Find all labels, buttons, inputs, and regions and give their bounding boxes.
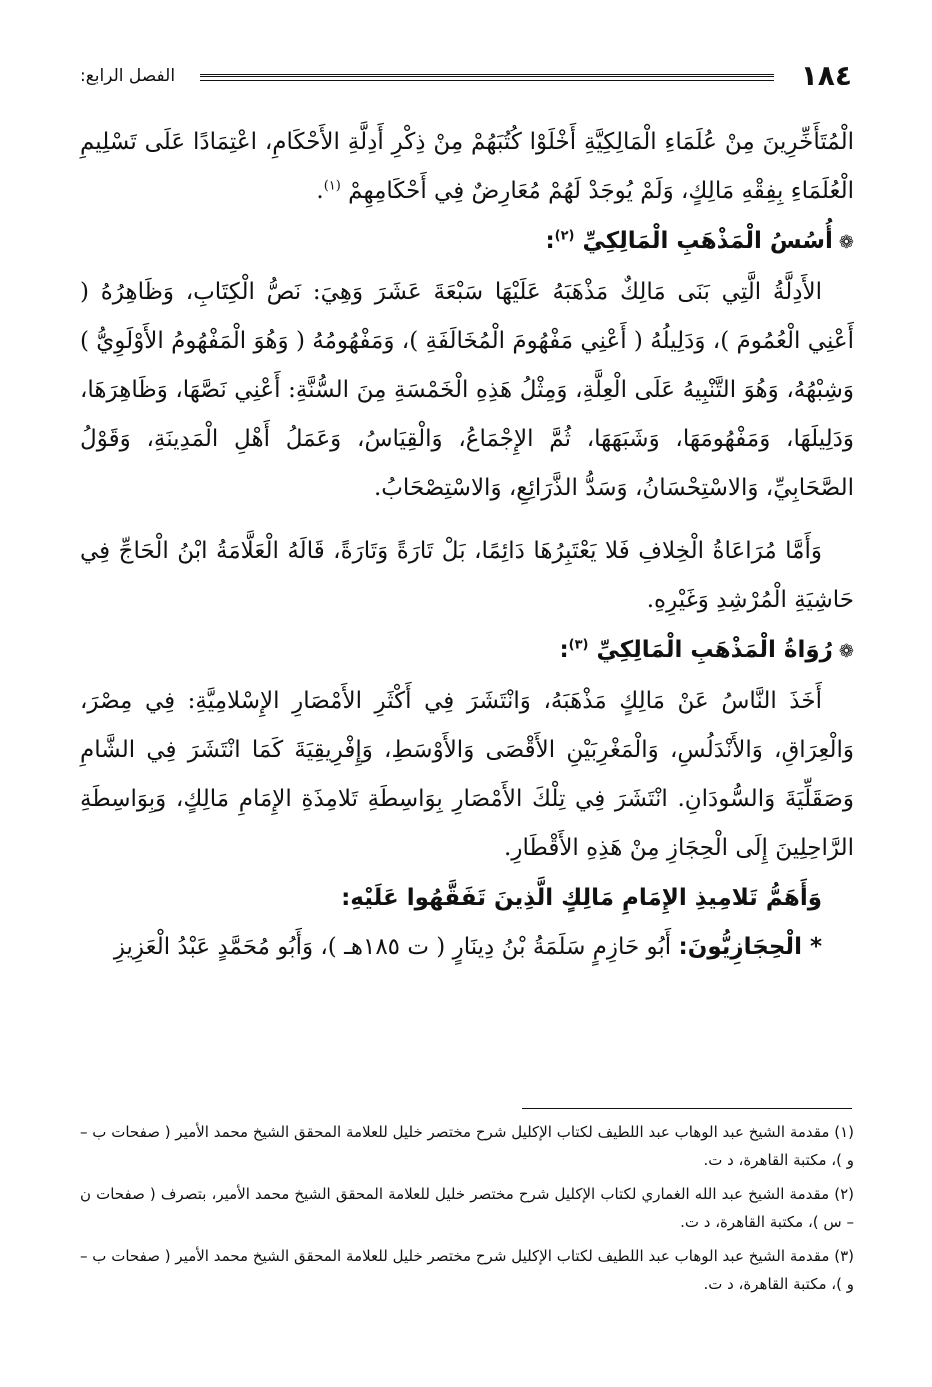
page-header [80,58,852,94]
footnote-2: (٢) مقدمة الشيخ عبد الله الغماري لكتاب الإكليل شرح مختصر خليل للعلامة المحقق الشيخ محمد الأمير، بتصرف ( صفحات ن – س )، مكتبة القاهرة، د ت. [80,1185,854,1231]
header-rule [200,74,774,81]
intro-paragraph: الْمُتَأَخِّرِينَ مِنْ عُلَمَاءِ الْمَالِكِيَّةِ أَخْلَوْا كُتُبَهُمْ مِنْ ذِكْرِ أَدِلَّةِ الأَحْكَامِ، اعْتِمَادًا عَلَى تَسْلِيمِ الْعُلَمَاءِ بِفِقْهِ مَالِكٍ، وَلَمْ يُوجَدْ لَهُمْ مُعَارِضٌ فِي أَحْكَامِهِمْ $^{(١)}$. [80,129,854,204]
main-text [80,118,854,972]
foundations-paragraph: الأَدِلَّةُ الَّتِي بَنَى مَالِكٌ مَذْهَبَهُ عَلَيْهَا سَبْعَةَ عَشَرَ وَهِيَ: نَصُّ الْكِتَابِ، وَظَاهِرُهُ ( أَعْنِي الْعُمُومَ )، وَدَلِيلُهُ ( أَعْنِي مَفْهُومَ الْمُخَالَفَةِ )، وَمَفْهُومُهُ ( وَهُوَ الْمَفْهُومُ الأَوْلَوِيُّ ) وَشِبْهُهُ، وَهُوَ التَّنْبِيهُ عَلَى الْعِلَّةِ، وَمِثْلُ هَذِهِ الْخَمْسَةِ مِنَ السُّنَّةِ: أَعْنِي نَصَّهَا، وَظَاهِرَهَا، وَدَلِيلَهَا، وَمَفْهُومَهَا، وَشَبَهَهَا، ثُمَّ الإِجْمَاعُ، وَالْقِيَاسُ، وَعَمَلُ أَهْلِ الْمَدِينَةِ، وَقَوْلُ الصَّحَابِيِّ، وَالاسْتِحْسَانُ، وَسَدُّ الذَّرَائِعِ، وَالاسْتِصْحَابُ. [80,279,854,501]
narrators-paragraph: أَخَذَ النَّاسُ عَنْ مَالِكٍ مَذْهَبَهُ، وَانْتَشَرَ فِي أَكْثَرِ الأَمْصَارِ الإِسْلامِيَّةِ: فِي مِصْرَ، وَالْعِرَاقِ، وَالأَنْدَلُسِ، وَالْمَغْرِبَيْنِ الأَقْصَى وَالأَوْسَطِ، وَإِفْرِيقِيَةَ كَمَا انْتَشَرَ فِي الشَّامِ وَصَقَلِّيَةَ وَالسُّودَانِ. انْتَشَرَ فِي تِلْكَ الأَمْصَارِ بِوَاسِطَةِ تَلامِذَةِ الإِمَامِ مَالِكٍ، وَبِوَاسِطَةِ الرَّاحِلِينَ إِلَى الْحِجَازِ مِنْ هَذِهِ الأَقْطَارِ. [80,688,854,861]
students-subheading: وَأَهَمُّ تَلامِيذِ الإِمَامِ مَالِكٍ الَّذِينَ تَفَقَّهُوا عَلَيْهِ: [341,885,822,911]
footnote-ref: (٣) [568,637,589,653]
section-heading-foundations: ❁أُسُسُ الْمَذْهَبِ الْمَالِكِيِّ $^{(٢)}$: [545,228,854,254]
chapter-title: الفصل الرابع: [80,66,176,86]
flower-icon: ❁ [838,641,854,662]
hijazi-paragraph: * الْحِجَازِيُّونَ: أَبُو حَازِمٍ سَلَمَةُ بْنُ دِينَارٍ ( ت ١٨٥هـ )، وَأَبُو مُحَمَّدٍ عَبْدُ الْعَزِيزِ [113,934,822,960]
page-number: ١٨٤ [800,59,852,92]
footnote-3: (٣) مقدمة الشيخ عبد الوهاب عبد اللطيف لكتاب الإكليل شرح مختصر خليل للعلامة المحقق الشيخ محمد الأمير ( صفحات ب – و )، مكتبة القاهرة، د ت. [80,1247,854,1293]
footnote-ref: (١) [323,178,341,194]
footnote-ref: (٢) [554,228,575,244]
section-heading-narrators: ❁رُوَاةُ الْمَذْهَبِ الْمَالِكِيِّ $^{(٣)}$: [559,637,854,663]
flower-icon: ❁ [838,232,854,253]
footnote-rule [522,1108,852,1109]
khilaf-paragraph: وَأَمَّا مُرَاعَاةُ الْخِلافِ فَلا يَعْتَبِرُهَا دَائِمًا، بَلْ تَارَةً وَتَارَةً، قَالَهُ الْعَلَّامَةُ ابْنُ الْحَاجِّ فِي حَاشِيَةِ الْمُرْشِدِ وَغَيْرِهِ. [80,538,854,613]
hijazi-label: * الْحِجَازِيُّونَ: [678,934,822,960]
footnotes [80,1118,854,1304]
footnote-1: (١) مقدمة الشيخ عبد الوهاب عبد اللطيف لكتاب الإكليل شرح مختصر خليل للعلامة المحقق الشيخ محمد الأمير ( صفحات ب – و )، مكتبة القاهرة، د ت. [80,1123,854,1169]
